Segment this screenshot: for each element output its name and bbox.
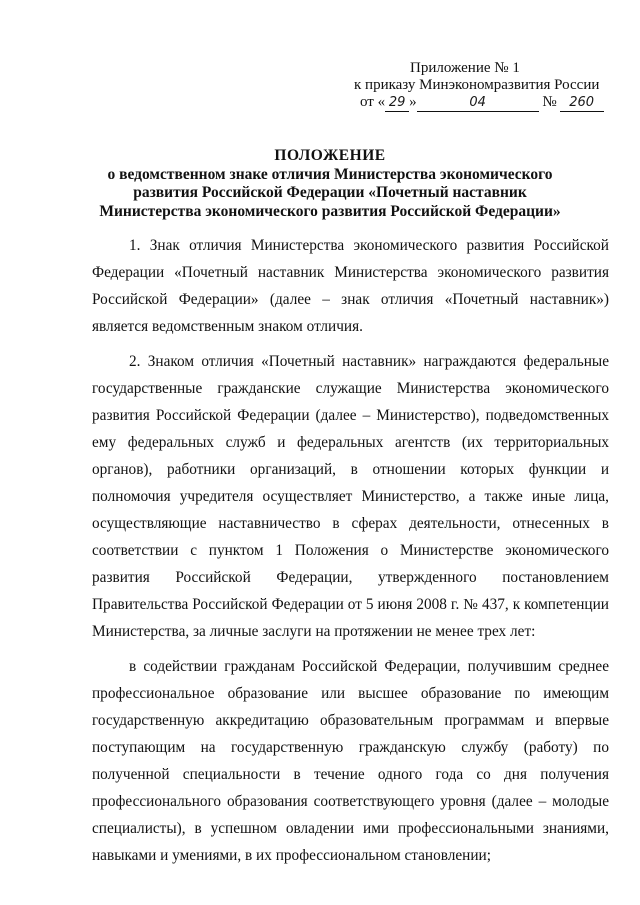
date-prefix: от «	[360, 94, 386, 110]
title-line-2: развития Российской Федерации «Почетный наставник	[133, 184, 527, 201]
date-quote-close: »	[409, 94, 417, 110]
title-line-1: о ведомственном знаке отличия Министерства экономического	[107, 165, 553, 183]
handwritten-day: 29	[385, 96, 409, 112]
paragraph-3: в содействии гражданам Российской Федерации, получившим среднее профессиональное образование или высшее образование по имеющим государственную аккредитацию образовательным программам и впервые поступающим на государственную гражданскую службу (работу) по полученной специальности в течение одного года со дня получения профессионального образования соответствующего уровня (далее – молодые специалисты), в успешном овладении ими профессиональными знаниями, навыками и умениями, в их профессиональном становлении;	[92, 658, 609, 864]
appendix-date-line	[340, 94, 608, 112]
document-body	[92, 232, 609, 869]
paragraph-2: 2. Знаком отличия «Почетный наставник» награждаются федеральные государственные гражданские служащие Министерства экономического развития Российской Федерации (далее – Министерство), подведомственных ему федеральных служб и федеральных агентств (их территориальных органов), работники организаций, в отношении которых функции и полномочия учредителя осуществляет Министерство, а также иные лица, осуществляющие наставничество в сферах деятельности, отнесенных в соответствии с пунктом 1 Положения о Министерстве экономического развития Российской Федерации, утвержденного постановлением Правительства Российской Федерации от 5 июня 2008 г. № 437, к компетенции Министерства, за личные заслуги на протяжении не менее трех лет:	[92, 353, 609, 640]
appendix-number: Приложение № 1	[410, 60, 520, 76]
title-heading: ПОЛОЖЕНИЕ	[274, 147, 386, 164]
appendix-header	[340, 60, 608, 112]
paragraph-1: 1. Знак отличия Министерства экономического развития Российской Федерации «Почетный наставник Министерства экономического развития Российской Федерации» (далее – знак отличия «Почетный наставник») является ведомственным знаком отличия.	[92, 237, 609, 335]
title-line-3: Министерства экономического развития Российской Федерации»	[99, 202, 561, 220]
handwritten-month: 04	[417, 96, 539, 112]
number-label: №	[542, 94, 557, 110]
document-title	[95, 147, 565, 221]
appendix-order-reference: к приказу Минэкономразвития России	[354, 77, 600, 93]
handwritten-order-number: 260	[560, 96, 604, 112]
